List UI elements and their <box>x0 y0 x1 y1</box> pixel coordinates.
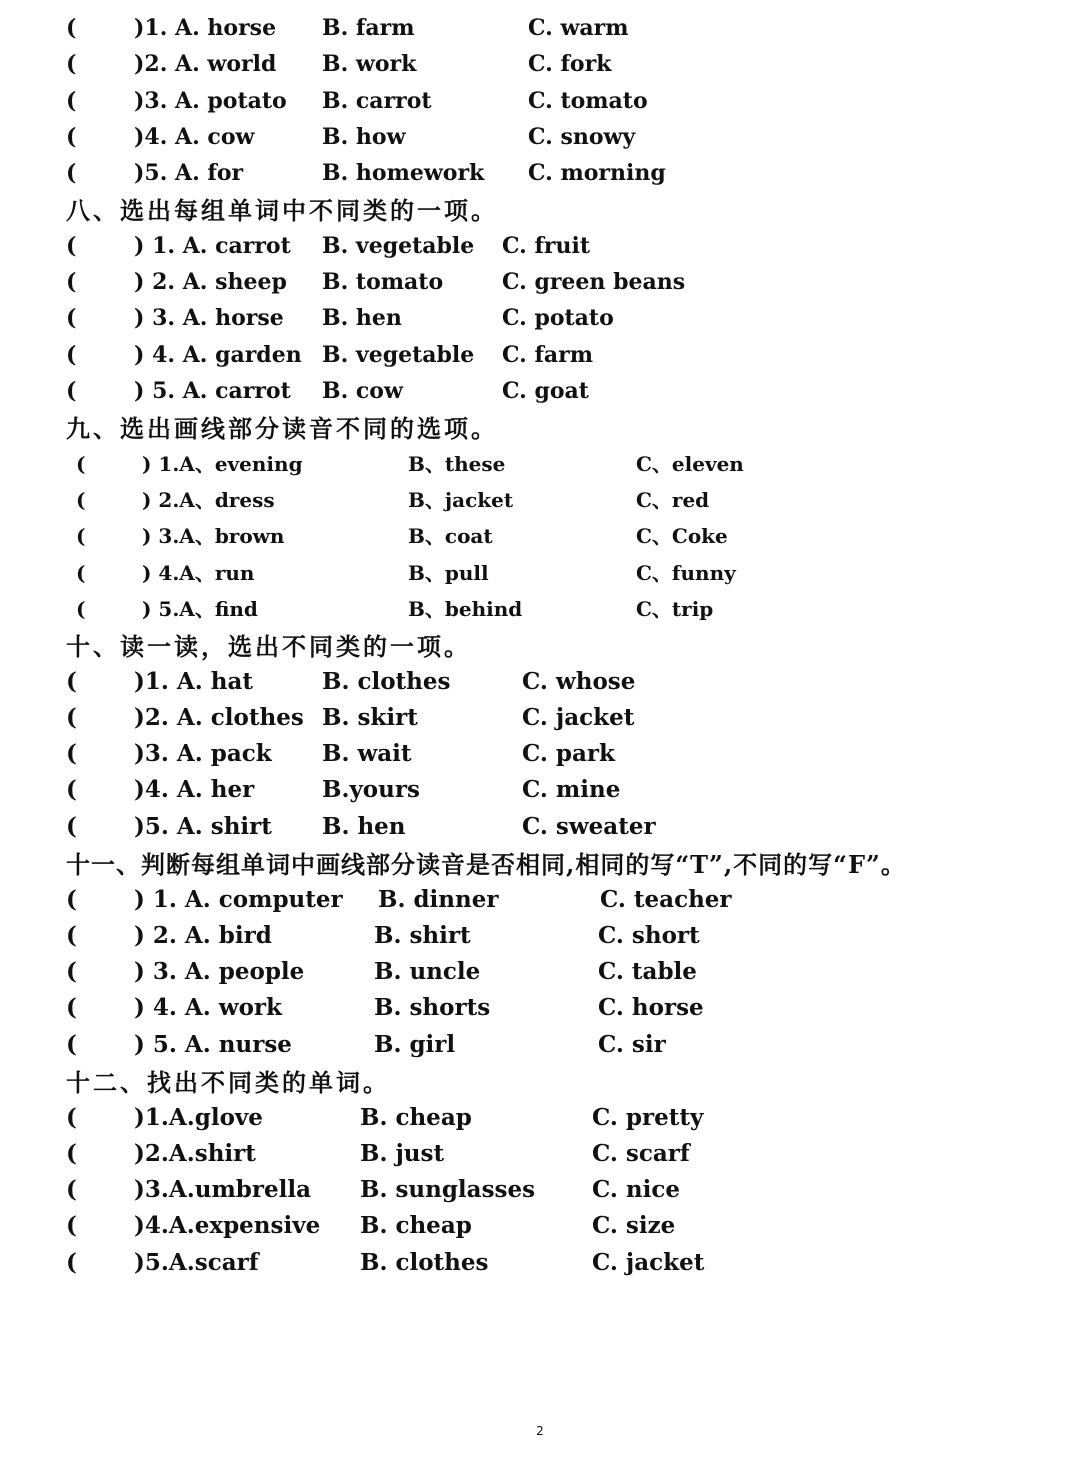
option-b: B. tomato <box>322 269 444 295</box>
option-c: C. jacket <box>592 1249 705 1276</box>
option-c: C. nice <box>592 1176 681 1203</box>
option-b: B. skirt <box>322 704 418 731</box>
option-b: B. wait <box>322 740 412 767</box>
option-a: ) 2.A、dress <box>142 488 275 512</box>
option-a: )1. A. horse <box>134 15 277 41</box>
option-b: B、coat <box>408 524 493 548</box>
answer-paren: ( <box>66 813 77 840</box>
answer-paren: ( <box>66 1140 77 1167</box>
option-a: )4. A. cow <box>134 124 255 150</box>
answer-paren: ( <box>66 994 77 1021</box>
option-a: )4.A.expensive <box>134 1212 321 1239</box>
option-b: B. shorts <box>374 994 491 1021</box>
option-a: )3.A.umbrella <box>134 1176 312 1203</box>
answer-paren: ( <box>76 597 86 621</box>
option-a: )4. A. her <box>134 776 255 803</box>
option-c: C. fork <box>528 51 612 77</box>
option-c: C、funny <box>636 561 736 585</box>
option-a: ) 4. A. garden <box>134 342 302 368</box>
option-c: C. table <box>598 958 697 985</box>
option-a: ) 5. A. nurse <box>134 1031 292 1058</box>
option-b: B. clothes <box>322 668 451 695</box>
option-c: C. teacher <box>600 886 732 913</box>
option-b: B. work <box>322 51 417 77</box>
section-10-title: 十、读一读，选出不同类的一项。 <box>66 632 471 661</box>
option-b: B、these <box>408 452 506 476</box>
option-b: B. carrot <box>322 88 432 114</box>
option-c: C. short <box>598 922 700 949</box>
answer-paren: ( <box>66 269 77 295</box>
option-b: B. clothes <box>360 1249 489 1276</box>
option-a: )1.A.glove <box>134 1104 263 1131</box>
answer-paren: ( <box>66 1176 77 1203</box>
option-b: B、pull <box>408 561 489 585</box>
section-8-title: 八、选出每组单词中不同类的一项。 <box>66 196 498 225</box>
option-b: B. shirt <box>374 922 471 949</box>
option-a: ) 3. A. people <box>134 958 305 985</box>
option-b: B. hen <box>322 305 402 331</box>
option-a: )3. A. pack <box>134 740 272 767</box>
page-number: 2 <box>536 1424 544 1438</box>
answer-paren: ( <box>66 233 77 259</box>
answer-paren: ( <box>66 1104 77 1131</box>
option-a: ) 5.A、find <box>142 597 258 621</box>
option-b: B. just <box>360 1140 445 1167</box>
answer-paren: ( <box>66 668 77 695</box>
answer-paren: ( <box>66 160 77 186</box>
option-c: C. morning <box>528 160 666 186</box>
answer-paren: ( <box>76 452 86 476</box>
option-b: B. cow <box>322 378 403 404</box>
option-a: )2. A. world <box>134 51 277 77</box>
section-9-title: 九、选出画线部分读音不同的选项。 <box>66 414 498 443</box>
option-c: C、red <box>636 488 710 512</box>
option-a: )2.A.shirt <box>134 1140 256 1167</box>
option-a: )2. A. clothes <box>134 704 304 731</box>
option-b: B. dinner <box>378 886 499 913</box>
option-c: C、eleven <box>636 452 744 476</box>
answer-paren: ( <box>66 1212 77 1239</box>
answer-paren: ( <box>76 524 86 548</box>
option-a: )5. A. shirt <box>134 813 272 840</box>
option-a: ) 5. A. carrot <box>134 378 291 404</box>
option-a: )5.A.scarf <box>134 1249 259 1276</box>
option-a: ) 3. A. horse <box>134 305 284 331</box>
option-c: C. pretty <box>592 1104 704 1131</box>
answer-paren: ( <box>66 1249 77 1276</box>
option-b: B. farm <box>322 15 415 41</box>
option-b: B. vegetable <box>322 233 475 259</box>
option-c: C. warm <box>528 15 629 41</box>
option-a: ) 3.A、brown <box>142 524 285 548</box>
answer-paren: ( <box>66 1031 77 1058</box>
option-b: B. cheap <box>360 1104 472 1131</box>
option-c: C. fruit <box>502 233 591 259</box>
option-a: ) 1. A. computer <box>134 886 343 913</box>
section-12-title: 十二、找出不同类的单词。 <box>66 1068 390 1097</box>
answer-paren: ( <box>66 776 77 803</box>
answer-paren: ( <box>76 561 86 585</box>
option-a: ) 4.A、run <box>142 561 255 585</box>
option-a: )3. A. potato <box>134 88 287 114</box>
answer-paren: ( <box>66 342 77 368</box>
answer-paren: ( <box>66 124 77 150</box>
answer-paren: ( <box>66 740 77 767</box>
option-c: C. jacket <box>522 704 635 731</box>
option-c: C. whose <box>522 668 636 695</box>
option-b: B、behind <box>408 597 523 621</box>
answer-paren: ( <box>66 704 77 731</box>
option-c: C. potato <box>502 305 614 331</box>
option-c: C. mine <box>522 776 621 803</box>
option-b: B. cheap <box>360 1212 472 1239</box>
option-c: C. tomato <box>528 88 648 114</box>
option-c: C. farm <box>502 342 594 368</box>
option-c: C. scarf <box>592 1140 690 1167</box>
option-c: C. sweater <box>522 813 656 840</box>
option-b: B.yours <box>322 776 420 803</box>
option-a: )1. A. hat <box>134 668 254 695</box>
option-b: B. vegetable <box>322 342 475 368</box>
answer-paren: ( <box>66 88 77 114</box>
option-c: C. sir <box>598 1031 666 1058</box>
option-a: ) 2. A. bird <box>134 922 272 949</box>
option-b: B、jacket <box>408 488 514 512</box>
option-c: C. green beans <box>502 269 686 295</box>
option-c: C. snowy <box>528 124 636 150</box>
option-b: B. girl <box>374 1031 456 1058</box>
answer-paren: ( <box>66 378 77 404</box>
option-b: B. sunglasses <box>360 1176 536 1203</box>
option-a: ) 2. A. sheep <box>134 269 287 295</box>
option-c: C. horse <box>598 994 704 1021</box>
option-c: C. goat <box>502 378 589 404</box>
answer-paren: ( <box>66 15 77 41</box>
option-c: C. park <box>522 740 615 767</box>
option-a: ) 1. A. carrot <box>134 233 291 259</box>
option-b: B. uncle <box>374 958 481 985</box>
option-a: ) 1.A、evening <box>142 452 303 476</box>
option-b: B. homework <box>322 160 485 186</box>
section-11-title: 十一、判断每组单词中画线部分读音是否相同,相同的写“T”,不同的写“F”。 <box>66 850 906 879</box>
option-a: )5. A. for <box>134 160 244 186</box>
answer-paren: ( <box>66 922 77 949</box>
option-c: C、trip <box>636 597 714 621</box>
option-c: C. size <box>592 1212 676 1239</box>
answer-paren: ( <box>66 886 77 913</box>
answer-paren: ( <box>66 51 77 77</box>
option-b: B. hen <box>322 813 406 840</box>
option-a: ) 4. A. work <box>134 994 282 1021</box>
answer-paren: ( <box>66 305 77 331</box>
answer-paren: ( <box>66 958 77 985</box>
option-c: C、Coke <box>636 524 728 548</box>
answer-paren: ( <box>76 488 86 512</box>
option-b: B. how <box>322 124 406 150</box>
